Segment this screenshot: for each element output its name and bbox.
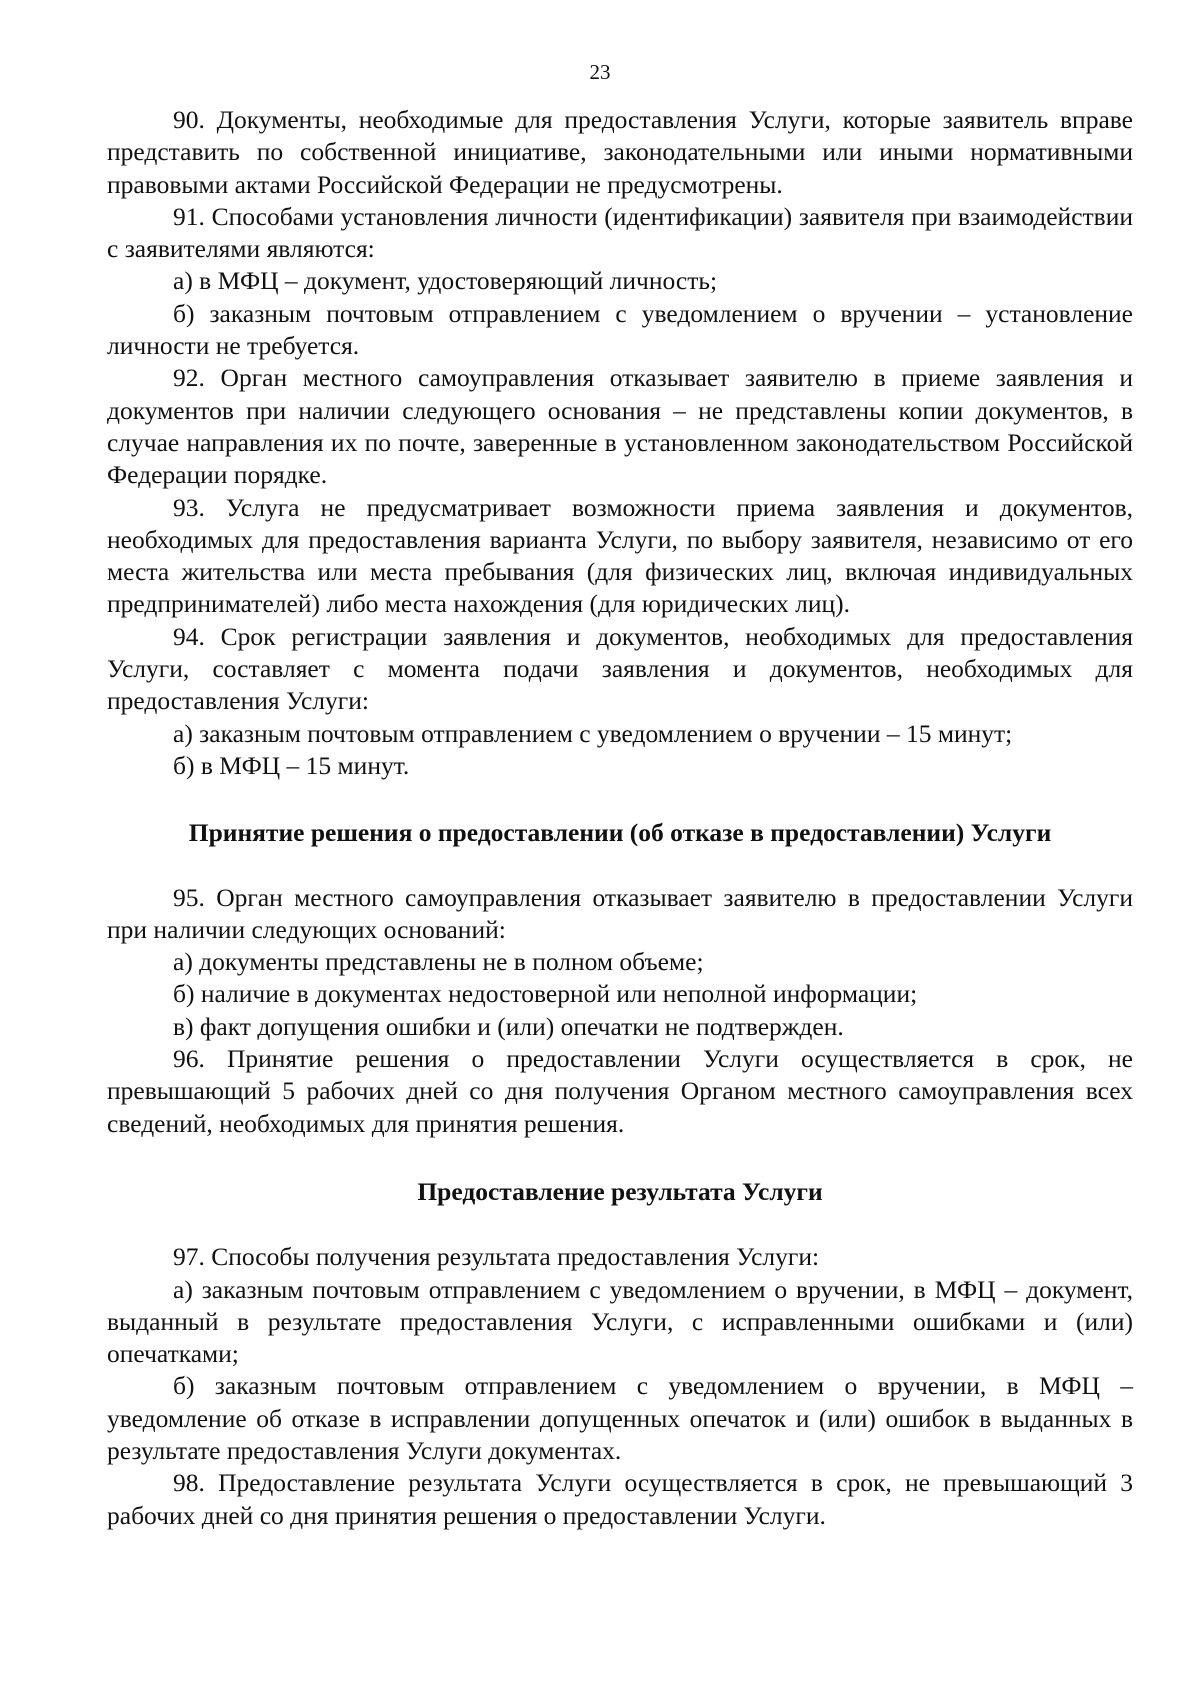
page-number: 23 [589,60,611,84]
paragraph-94-item-a: а) заказным почтовым отправлением с уведомлением о вручении – 15 минут; [173,718,1013,748]
paragraph-95-item-a: а) документы представлены не в полном объеме; [173,947,704,977]
paragraph-95: 95. Орган местного самоуправления отказывает заявителю в предоставлении Услуги при наличии следующих оснований: [107,882,1133,944]
paragraph-91-item-b: б) заказным почтовым отправлением с уведомлением о вручении – установление личности не требуется. [107,298,1133,361]
paragraph-91-item-a: а) в МФЦ – документ, удостоверяющий личность; [173,266,718,296]
paragraph-94: 94. Срок регистрации заявления и документов, необходимых для предоставления Услуги, составляет с момента подачи заявления и документов, необходимых для предоставления Услуги: [107,621,1133,716]
document-body [107,104,1133,1532]
paragraph-97-item-b: б) заказным почтовым отправлением с уведомлением о вручении, в МФЦ – уведомление об отказе в исправлении допущенных опечаток и (или) ошибок в выданных в результате предоставления Услуги документах. [107,1371,1133,1465]
paragraph-93: 93. Услуга не предусматривает возможности приема заявления и документов, необходимых для предоставления варианта Услуги, по выбору заявителя, независимо от его места жительства или места пребывания (для физических лиц, включая индивидуальных предпринимателей) либо места нахождения (для юридических лиц). [107,492,1133,619]
section-heading-result: Предоставление результата Услуги [417,1176,823,1206]
paragraph-97-item-a: а) заказным почтовым отправлением с уведомлением о вручении, в МФЦ – документ, выданный в результате предоставления Услуги, с исправленными ошибками и (или) опечатками; [107,1274,1133,1369]
paragraph-98: 98. Предоставление результата Услуги осуществляется в срок, не превышающий 3 рабочих дней со дня принятия решения о предоставлении Услуги. [107,1468,1133,1530]
paragraph-91: 91. Способами установления личности (идентификации) заявителя при взаимодействии с заявителями являются: [107,201,1133,264]
paragraph-94-item-b: б) в МФЦ – 15 минут. [173,750,410,780]
paragraph-90: 90. Документы, необходимые для предоставления Услуги, которые заявитель вправе представить по собственной инициативе, законодательными или иными нормативными правовыми актами Российской Федерации не предусмотрены. [107,105,1133,199]
section-heading-decision: Принятие решения о предоставлении (об отказе в предоставлении) Услуги [188,818,1052,848]
paragraph-95-item-c: в) факт допущения ошибки и (или) опечатки не подтвержден. [173,1011,844,1041]
paragraph-95-item-b: б) наличие в документах недостоверной или неполной информации; [173,979,918,1009]
paragraph-96: 96. Принятие решения о предоставлении Услуги осуществляется в срок, не превышающий 5 рабочих дней со дня получения Органом местного самоуправления всех сведений, необходимых для принятия решения. [107,1044,1133,1138]
paragraph-97: 97. Способы получения результата предоставления Услуги: [173,1242,820,1272]
paragraph-92: 92. Орган местного самоуправления отказывает заявителю в приеме заявления и документов при наличии следующего основания – не представлены копии документов, в случае направления их по почте, заверенные в установленном законодательством Российской Федерации порядке. [107,363,1133,490]
